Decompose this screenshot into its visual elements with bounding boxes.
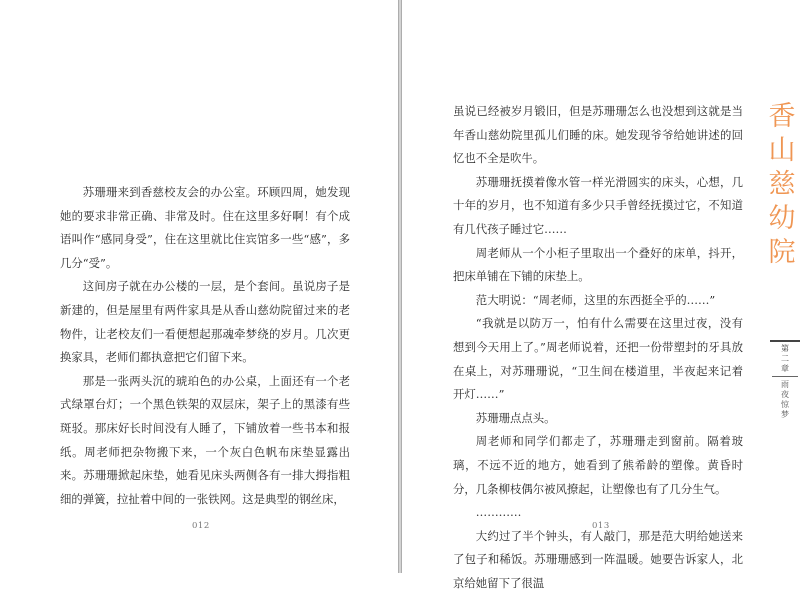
paragraph: ………… <box>475 505 522 520</box>
page-number-left: 012 <box>192 521 210 531</box>
paragraph: 周老师从一个小柜子里取出一个叠好的床单，抖开，把床单铺在下铺的床垫上。 <box>453 245 743 284</box>
paragraph: 苏珊珊抚摸着像水管一样光滑圆实的床头，心想，几十年的岁月，也不知道有多少只手曾经抚摸过它，不知道有几代孩子睡过它…… <box>453 174 743 236</box>
chapter-label: 第二章 <box>781 344 789 373</box>
chapter-divider <box>770 340 800 342</box>
paragraph: “我就是以防万一，怕有什么需要在这里过夜，没有想到今天用上了。”周老师说着，还把一份带塑封的牙具放在桌上，对苏珊珊说，“卫生间在楼道里，半夜起来记着开灯……” <box>453 316 743 402</box>
paragraph: 虽说已经被岁月锻旧，但是苏珊珊怎么也没想到这就是当年香山慈幼院里孤儿们睡的床。她发现爷爷给她讲述的回忆也不全是吹牛。 <box>453 104 743 166</box>
paragraph: 苏珊珊来到香慈校友会的办公室。环顾四周，她发现她的要求非常正确、非常及时。住在这里多好啊！有个成语叫作“感同身受”，住在这里就比住宾馆多一些“感”，多几分“受”。 <box>60 185 350 270</box>
subtitle-divider <box>772 376 798 377</box>
left-page-body <box>60 181 350 511</box>
paragraph: 那是一张两头沉的琥珀色的办公桌，上面还有一个老式绿罩台灯；一个黑色铁架的双层床，架子上的黑漆有些斑驳。那床好长时间没有人睡了，下铺放着一些书本和报纸。周老师把杂物搬下来，一个灰白色帆布床垫显露出来。苏珊珊掀起床垫，她看见床头两侧各有一排大拇指粗细的弹簧，拉扯着中间的一张铁网。这是典型的钢丝床， <box>60 373 350 506</box>
running-title: 香山慈幼院 <box>768 101 796 268</box>
paragraph: 范大明说：“周老师，这里的东西挺全乎的……” <box>475 292 716 307</box>
paragraph: 这间房子就在办公楼的一层，是个套间。虽说房子是新建的，但是屋里有两件家具是从香山慈幼院留过来的老物件，让老校友们一看便想起那魂牵梦绕的岁月。几次更换家具，老师们都执意把它们留下来。 <box>60 279 350 365</box>
paragraph: 周老师和同学们都走了，苏珊珊走到窗前。隔着玻璃，不远不近的地方，她看到了熊希龄的塑像。黄昏时分，几条柳枝偶尔被风撩起，让塑像也有了几分生气。 <box>453 434 743 496</box>
paragraph: 苏珊珊点点头。 <box>475 410 556 425</box>
page-number-right: 013 <box>592 521 610 531</box>
chapter-subtitle: 雨夜惊梦 <box>781 380 789 419</box>
paragraph: 大约过了半个钟头，有人敲门，那是范大明给她送来了包子和稀饭。苏珊珊感到一阵温暖。她要告诉家人，北京给她留下了很温 <box>453 528 743 590</box>
